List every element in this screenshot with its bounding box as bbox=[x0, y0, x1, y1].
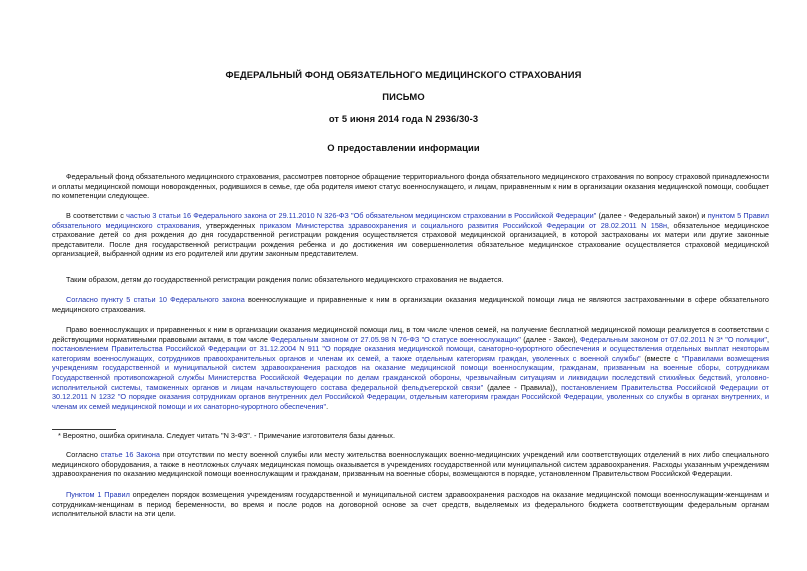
paragraph-2 bbox=[52, 211, 769, 259]
p2-text-3: , обязательное медицинское страхование детей со дня рождения до дня государственной регистрации рождения осуществляется страховой медицинской организацией, в которой застрахованы их матери или другие законные представители. После дня государственной регистрации рождения ребенка и до достижения им совершеннолетия обязательное медицинское страхование осуществляется страховой медицинской организацией, выбранной одним из его родителей или другим законным представителем. bbox=[52, 220, 769, 259]
link-law-326-fz[interactable]: частью 3 статьи 16 Федерального закона от 29.11.2010 N 326-ФЗ "Об обязательном медицинском страховании в Российской Федерации" bbox=[126, 211, 597, 220]
footnote-text: * Вероятно, ошибка оригинала. Следует читать "N 3-ФЗ". - Примечание изготовителя базы данных. bbox=[58, 431, 395, 440]
p2-text-0: В соответствии с bbox=[66, 211, 127, 220]
paragraph-1 bbox=[52, 172, 769, 201]
link-rules-point-1[interactable]: Пунктом 1 Правил bbox=[66, 490, 130, 499]
p5-text-3: (вместе с bbox=[640, 353, 682, 363]
link-reimbursement-rules[interactable]: "Правилами возмещения учреждениям государственной и муниципальной систем здравоохранения расходов на оказание медицинской помощи военнослужащим, гражданам, призванным на военные сборы, сотрудникам Государственной противопожарной службы Министерства Российской Федерации по делам гражданской обороны, чрезвычайным ситуациям и ликвидации последствий стихийных бедствий, уголовно-исполнительной системы, таможенных органов и лицам начальствующего состава федеральной фельдъегерской связи" bbox=[52, 353, 769, 392]
paragraph-3 bbox=[52, 275, 769, 285]
p2-text-1: (далее - Федеральный закон) и bbox=[596, 211, 708, 220]
paragraph-5 bbox=[52, 325, 769, 411]
p6-text-1: при отсутствии по месту военной службы или месту жительства военнослужащих военно-медицинских учреждений или соответствующих отделений в них либо специального медицинского оборудования, а также в неотложных случаях медицинская помощь оказывается в учреждениях государственной или муниципальной систем здравоохранения. Расходы указанным учреждениям здравоохранения по оказанию медицинской помощи военнослужащим и гражданам, призванным на военные сборы, возмещаются в порядке, установленном Правительством Российской Федерации. bbox=[52, 450, 769, 479]
paragraph-6 bbox=[52, 450, 769, 479]
footnote bbox=[58, 431, 758, 441]
link-order-158n[interactable]: приказом Министерства здравоохранения и социального развития Российской Федерации от 28.02.2011 N 158н bbox=[259, 220, 667, 230]
paragraph-1-text: Федеральный фонд обязательного медицинского страхования, рассмотрев повторное обращение территориального фонда обязательного медицинского страхования по вопросу страховой принадлежности и оплаты медицинской помощи новорожденных, родившихся в семье, где оба родителя имеют статус военнослужащего, и лицам, приравненным к ним в организации оказания медицинской помощи, сообщает по компетенции следующее. bbox=[52, 172, 769, 201]
link-resolution-1232[interactable]: постановлением Правительства Российской Федерации от 30.12.2011 N 1232 "О порядке оказания сотрудникам органов внутренних дел Российской Федерации, отдельным категориям граждан Российской Федерации, уволенных со службы в органах внутренних, и членам их семей медицинской помощи и их санаторно-курортного обеспечения" bbox=[52, 382, 769, 411]
p5-text-1: (далее - Закон), bbox=[520, 334, 580, 344]
doc-date: от 5 июня 2014 года N 2936/30-3 bbox=[328, 113, 479, 124]
footnote-divider bbox=[52, 429, 116, 430]
doc-subject: О предоставлении информации bbox=[327, 142, 480, 153]
link-article-16[interactable]: статье 16 Закона bbox=[100, 450, 160, 459]
paragraph-3-text: Таким образом, детям до государственной регистрации рождения полис обязательного медицинского страхования не выдается. bbox=[66, 275, 504, 284]
paragraph-7 bbox=[52, 490, 769, 519]
p5-text-5: . bbox=[326, 401, 329, 411]
link-resolution-911[interactable]: постановлением Правительства Российской Федерации от 31.12.2004 N 911 "О порядке оказания медицинской помощи, санаторно-курортного обеспечения и осуществления отдельных выплат некоторым категориям военнослужащих, сотрудников правоохранительных органов и членам их семей, а также отдельным категориям граждан, уволенных с военной службы" bbox=[52, 344, 769, 363]
link-article-10-point-5[interactable]: Согласно пункту 5 статьи 10 Федерального закона bbox=[66, 295, 245, 304]
link-law-76-fz[interactable]: Федеральным законом от 27.05.98 N 76-ФЗ "О статусе военнослужащих" bbox=[270, 334, 521, 344]
p6-text-0: Согласно bbox=[66, 450, 101, 459]
p2-text-2: , утвержденных bbox=[199, 220, 260, 230]
p7-text-0: определен порядок возмещения учреждениям государственной и муниципальной систем здравоохранения расходов на оказание медицинской помощи военнослужащим-женщинам и сотрудникам-женщинам в период беременности, во время и после родов на договорной основе за счет средств, выделяемых из федерального бюджета соответствующим федеральным органам исполнительной власти на эти цели. bbox=[52, 490, 769, 519]
paragraph-4 bbox=[52, 295, 769, 314]
doc-type: ПИСЬМО bbox=[382, 91, 425, 102]
link-rules-point-5[interactable]: пунктом 5 Правил обязательного медицинского страхования bbox=[52, 211, 769, 230]
p5-text-2: , bbox=[766, 334, 770, 344]
p5-text-4: (далее - Правила)), bbox=[483, 382, 562, 392]
org-title: ФЕДЕРАЛЬНЫЙ ФОНД ОБЯЗАТЕЛЬНОГО МЕДИЦИНСКОГО СТРАХОВАНИЯ bbox=[225, 69, 582, 80]
p4-text-0: военнослужащие и приравненные к ним в организации оказания медицинской помощи лица не являются застрахованными в сфере обязательного медицинского страхования. bbox=[52, 295, 769, 314]
link-law-police[interactable]: Федеральным законом от 07.02.2011 N 3* "О полиции" bbox=[579, 334, 767, 344]
p5-text-0: Право военнослужащих и приравненных к ним в организации оказания медицинской помощи лиц, в том числе членов семей, на получение бесплатной медицинской помощи реализуется в соответствии с действующими нормативными правовыми актами, в том числе bbox=[52, 325, 769, 344]
